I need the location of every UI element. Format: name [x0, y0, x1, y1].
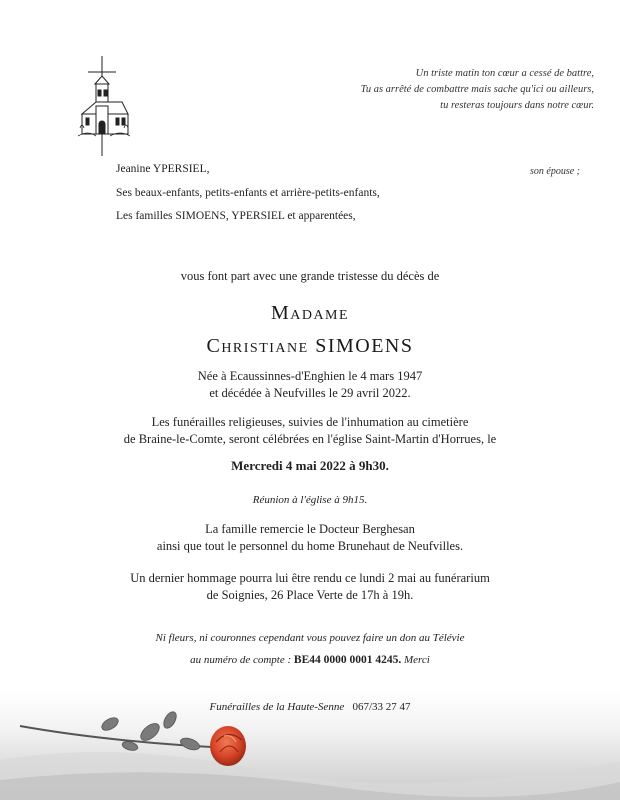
poem: [272, 66, 594, 114]
family-relatives: Les familles SIMOENS, YPERSIEL et apparentées,: [116, 210, 356, 222]
account-suffix: Merci: [404, 654, 430, 666]
thanks-line: La famille remercie le Docteur Berghesan: [205, 522, 415, 536]
funeral-home-name: Funérailles de la Haute-Senne: [209, 701, 345, 713]
funeral-date: Mercredi 4 mai 2022 à 9h30.: [231, 458, 389, 473]
family-children: Ses beaux-enfants, petits-enfants et arrière-petits-enfants,: [116, 187, 380, 199]
announcement: vous font part avec une grande tristesse du décès de: [180, 269, 440, 283]
flowers-line: Ni fleurs, ni couronnes cependant vous pouvez faire un don au Télévie: [155, 632, 465, 644]
funeral-line: Les funérailles religieuses, suivies de l'inhumation au cimetière: [151, 415, 469, 429]
poem-line: Un triste matin ton cœur a cessé de battre,: [415, 68, 594, 79]
account-prefix: au numéro de compte :: [190, 654, 292, 666]
funeral-info: [0, 414, 620, 448]
funeral-home-phone: 067/33 27 47: [352, 701, 411, 713]
spouse-label: son épouse ;: [530, 166, 580, 177]
account-number: BE44 0000 0001 4245.: [293, 654, 402, 666]
deceased-name: Christiane SIMOENS: [206, 335, 414, 357]
funeral-line: de Braine-le-Comte, seront célébrées en l'église Saint-Martin d'Horrues, le: [123, 432, 497, 446]
birth-line: Née à Ecaussinnes-d'Enghien le 4 mars 1947: [197, 369, 423, 383]
death-line: et décédée à Neufvilles le 29 avril 2022.: [209, 386, 411, 400]
birth-death: [0, 368, 620, 402]
meeting-time: Réunion à l'église à 9h15.: [252, 494, 368, 506]
tribute-line: Un dernier hommage pourra lui être rendu ce lundi 2 mai au funérarium: [130, 571, 490, 585]
thanks-line: ainsi que tout le personnel du home Brunehaut de Neufvilles.: [156, 539, 464, 553]
thanks: [0, 521, 620, 555]
account-line: [0, 654, 620, 666]
poem-line: Tu as arrêté de combattre mais sache qu'ici ou ailleurs,: [360, 84, 594, 95]
church-cross-icon: [74, 54, 134, 158]
funeral-home: [0, 701, 620, 713]
tribute: [0, 570, 620, 604]
deceased-title: Madame: [270, 302, 350, 324]
tribute-line: de Soignies, 26 Place Verte de 17h à 19h.: [206, 588, 414, 602]
poem-line: tu resteras toujours dans notre cœur.: [440, 100, 594, 111]
family-spouse: Jeanine YPERSIEL,: [116, 163, 210, 175]
